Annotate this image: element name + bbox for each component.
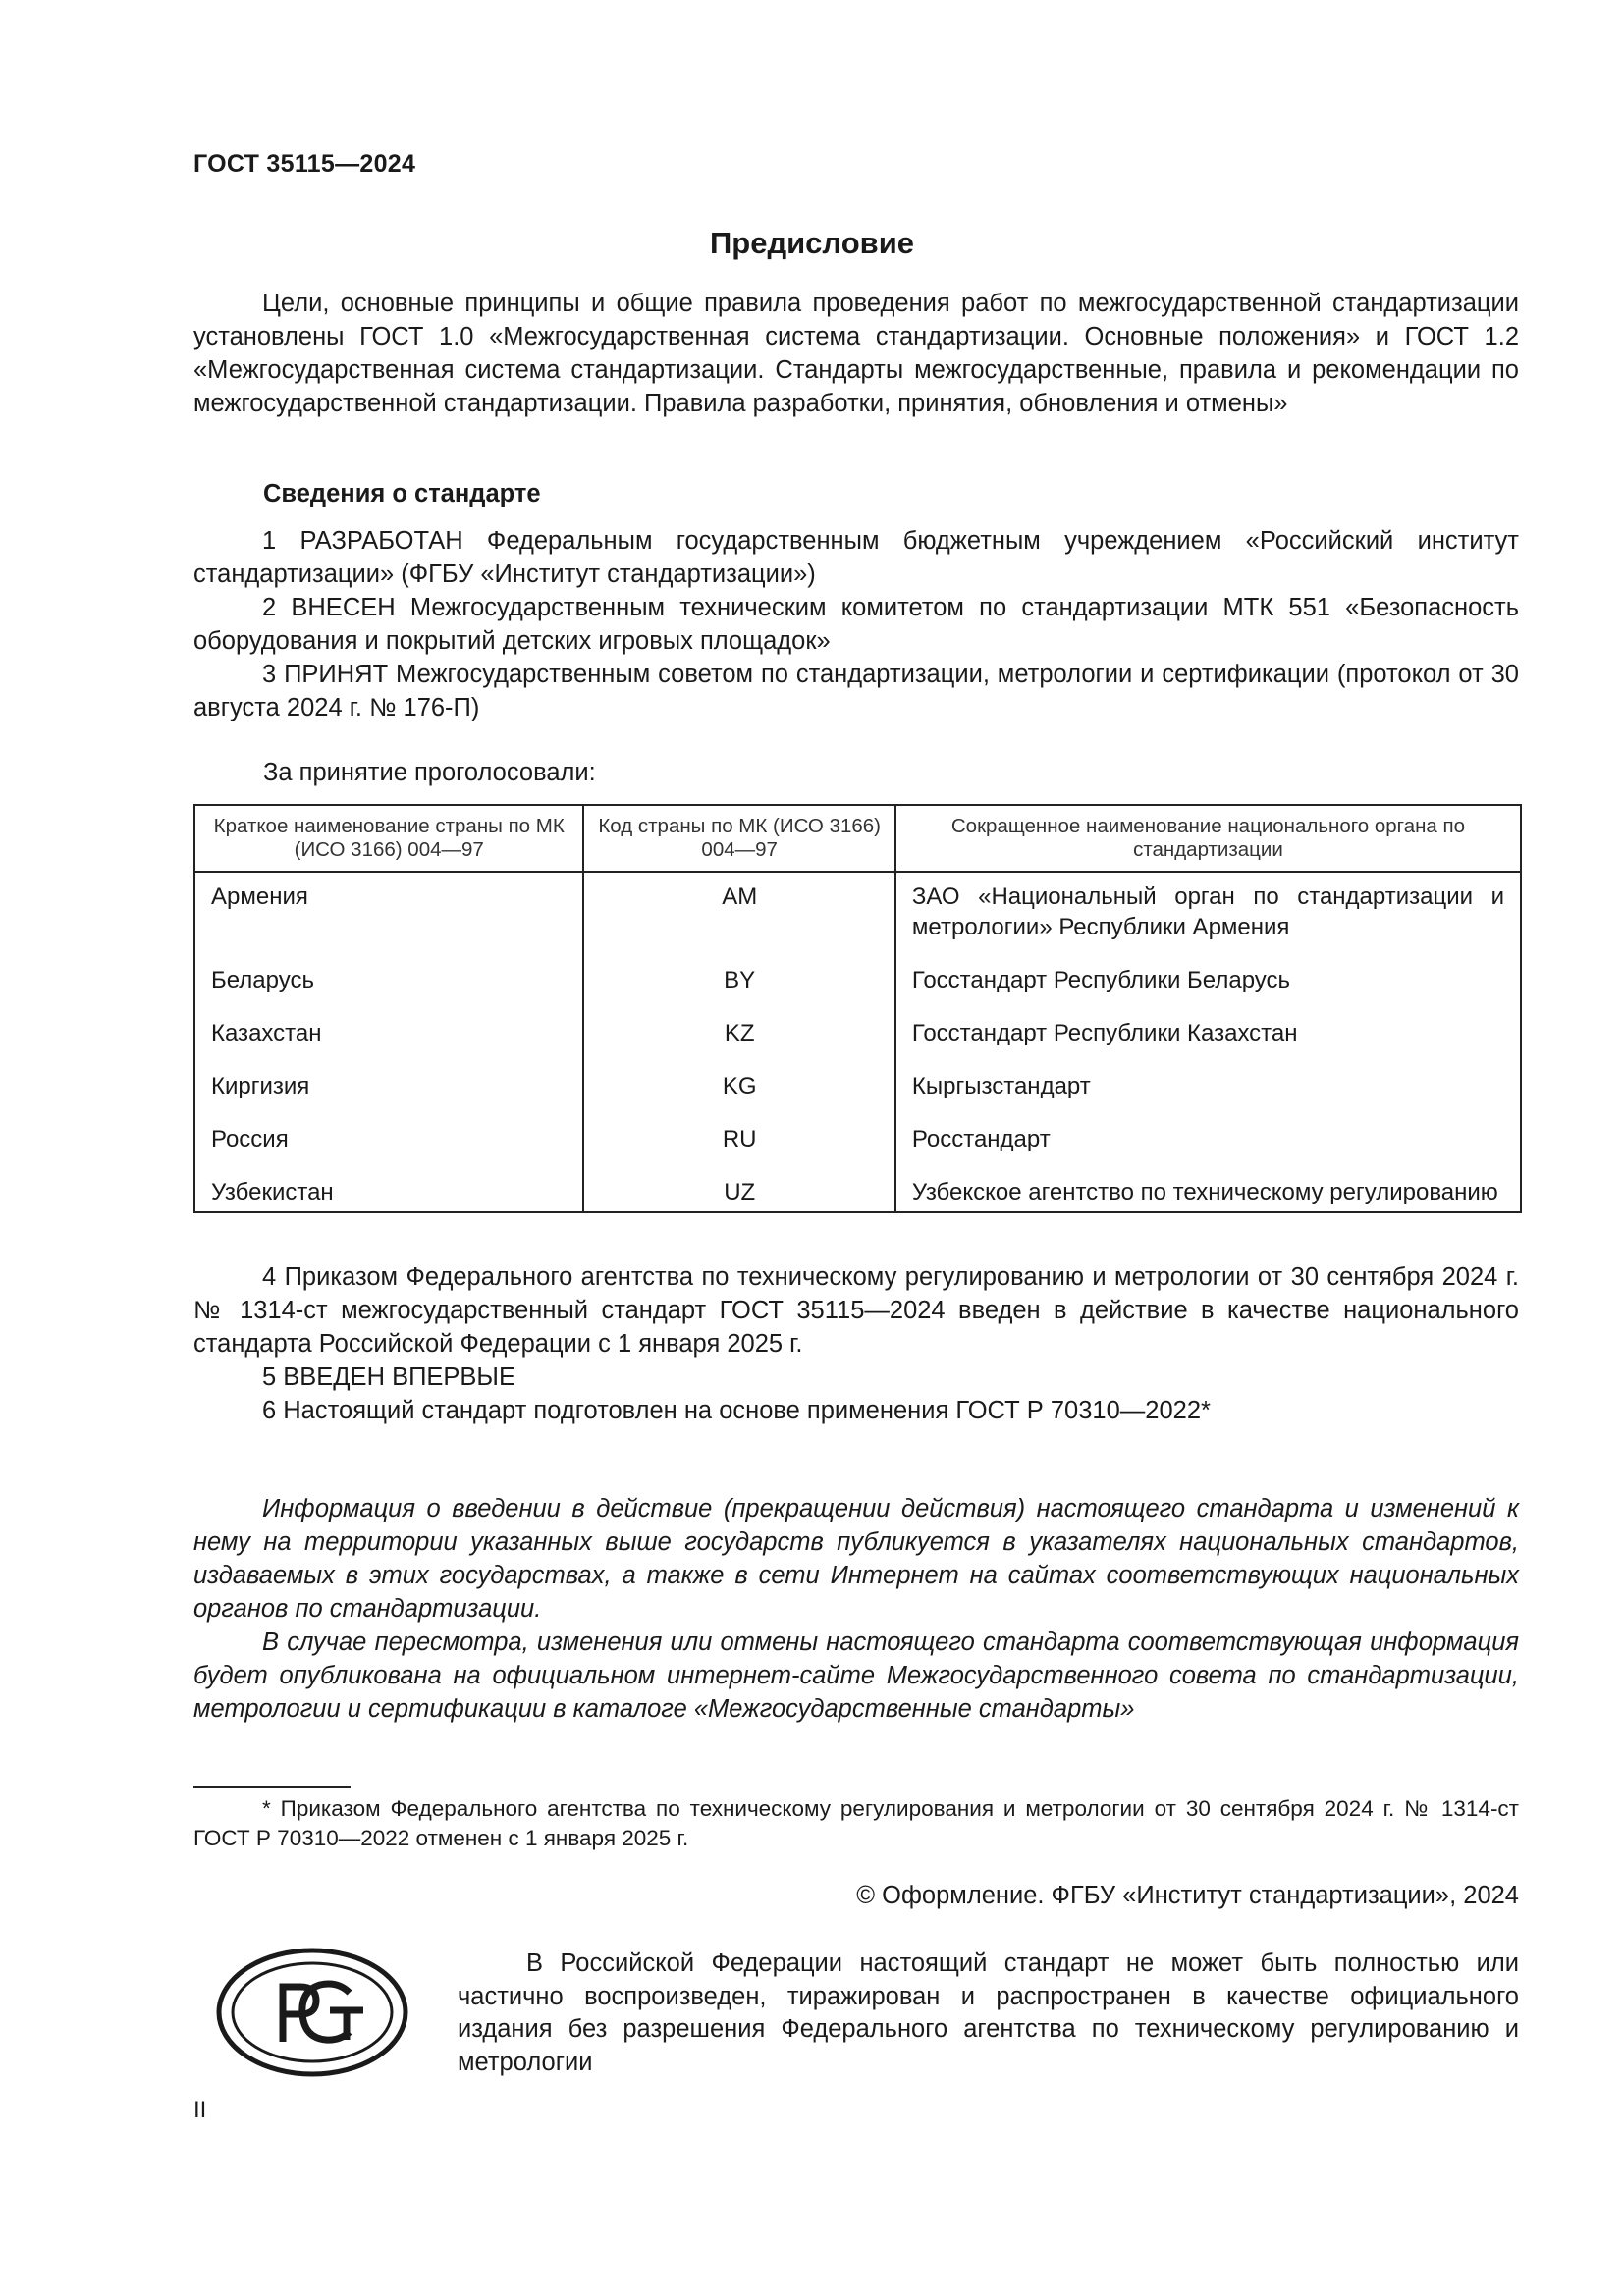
info-item-2: 2 ВНЕСЕН Межгосударственным техническим комитетом по стандартизации МТК 551 «Безопасность оборудования и покрытий детских игровых площадок» xyxy=(193,594,1519,655)
table-row xyxy=(194,1120,1521,1173)
rst-logo-icon xyxy=(214,1946,410,2084)
copyright-notice-text: В Российской Федерации настоящий стандарт не может быть полностью или частично воспроизведен, тиражирован и распространен в качестве официального издания без разрешения Федерального агентства по техническому регулированию и метрологии xyxy=(458,1949,1519,2076)
body-cell: Росстандарт xyxy=(895,1120,1521,1173)
country-cell: Казахстан xyxy=(194,1014,583,1067)
body-cell: Госстандарт Республики Беларусь xyxy=(895,961,1521,1014)
body-cell: Госстандарт Республики Казахстан xyxy=(895,1014,1521,1067)
body-cell: Кыргызстандарт xyxy=(895,1067,1521,1120)
country-cell: Россия xyxy=(194,1120,583,1173)
footnote-text: * Приказом Федерального агентства по техническому регулирования и метрологии от 30 сентября 2024 г. № 1314-ст ГОСТ Р 70310—2022 отменен с 1 января 2025 г. xyxy=(193,1796,1519,1850)
country-cell: Беларусь xyxy=(194,961,583,1014)
code-cell: KG xyxy=(583,1067,894,1120)
info-item-3: 3 ПРИНЯТ Межгосударственным советом по стандартизации, метрологии и сертификации (протокол от 30 августа 2024 г. № 176-П) xyxy=(193,661,1519,721)
country-cell: Узбекистан xyxy=(194,1173,583,1212)
notice-paragraph-2: В случае пересмотра, изменения или отмены настоящего стандарта соответствующая информация будет опубликована на официальном интернет-сайте Межгосударственного совета по стандартизации, метрологии и сертификации в каталоге «Межгосударственные стандарты» xyxy=(193,1629,1519,1723)
footnote-separator xyxy=(193,1786,351,1788)
footnote xyxy=(193,1794,1519,1853)
country-cell: Армения xyxy=(194,872,583,961)
col-header-code: Код страны по МК (ИСО 3166) 004—97 xyxy=(583,805,894,872)
code-cell: UZ xyxy=(583,1173,894,1212)
copyright-notice xyxy=(458,1948,1519,2079)
intro-text: Цели, основные принципы и общие правила проведения работ по межгосударственной стандартизации установлены ГОСТ 1.0 «Межгосударственная система стандартизации. Основные положения» и ГОСТ 1.2 «Межгосударственная система стандартизации. Стандарты межгосударственные, правила и рекомендации по межгосударственной стандартизации. Правила разработки, принятия, обновления и отмены» xyxy=(193,290,1519,417)
page-title: Предисловие xyxy=(709,226,914,260)
body-cell: Узбекское агентство по техническому регулированию xyxy=(895,1173,1521,1212)
standard-info-list xyxy=(193,524,1519,724)
document-id-header: ГОСТ 35115—2024 xyxy=(193,150,416,178)
notice-paragraph-1: Информация о введении в действие (прекращении действия) настоящего стандарта и изменений к нему на территории указанных выше государств публикуется в указателях национальных стандартов, издаваемых в этих государствах, а также в сети Интернет на сайтах соответствующих национальных органов по стандартизации. xyxy=(193,1495,1519,1623)
table-row xyxy=(194,1067,1521,1120)
table-row xyxy=(194,1014,1521,1067)
copyright-line: © Оформление. ФГБУ «Институт стандартизации», 2024 xyxy=(856,1882,1519,1909)
info-item-5: 5 ВВЕДЕН ВПЕРВЫЕ xyxy=(262,1363,516,1391)
col-header-body: Сокращенное наименование национального органа по стандартизации xyxy=(895,805,1521,872)
code-cell: KZ xyxy=(583,1014,894,1067)
code-cell: AM xyxy=(583,872,894,961)
info-item-1: 1 РАЗРАБОТАН Федеральным государственным бюджетным учреждением «Российский институт стандартизации» (ФГБУ «Институт стандартизации») xyxy=(193,527,1519,588)
vote-intro: За принятие проголосовали: xyxy=(263,759,596,786)
adoption-list xyxy=(193,1260,1519,1427)
country-cell: Киргизия xyxy=(194,1067,583,1120)
code-cell: BY xyxy=(583,961,894,1014)
col-header-country: Краткое наименование страны по МК (ИСО 3166) 004—97 xyxy=(194,805,583,872)
table-header-row xyxy=(194,805,1521,872)
body-cell: ЗАО «Национальный орган по стандартизации и метрологии» Республики Армения xyxy=(895,872,1521,961)
publication-notice xyxy=(193,1492,1519,1726)
intro-paragraph xyxy=(193,287,1519,420)
standard-info-heading: Сведения о стандарте xyxy=(263,480,541,507)
code-cell: RU xyxy=(583,1120,894,1173)
info-item-4: 4 Приказом Федерального агентства по техническому регулированию и метрологии от 30 сентября 2024 г. № 1314-ст межгосударственный стандарт ГОСТ 35115—2024 введен в действие в качестве национального стандарта Российской Федерации с 1 января 2025 г. xyxy=(193,1263,1519,1358)
table-row xyxy=(194,961,1521,1014)
voting-table xyxy=(193,804,1522,1213)
info-item-6: 6 Настоящий стандарт подготовлен на основе применения ГОСТ Р 70310—2022* xyxy=(262,1397,1211,1424)
table-row xyxy=(194,872,1521,961)
page-number: II xyxy=(193,2097,207,2123)
table-row xyxy=(194,1173,1521,1212)
